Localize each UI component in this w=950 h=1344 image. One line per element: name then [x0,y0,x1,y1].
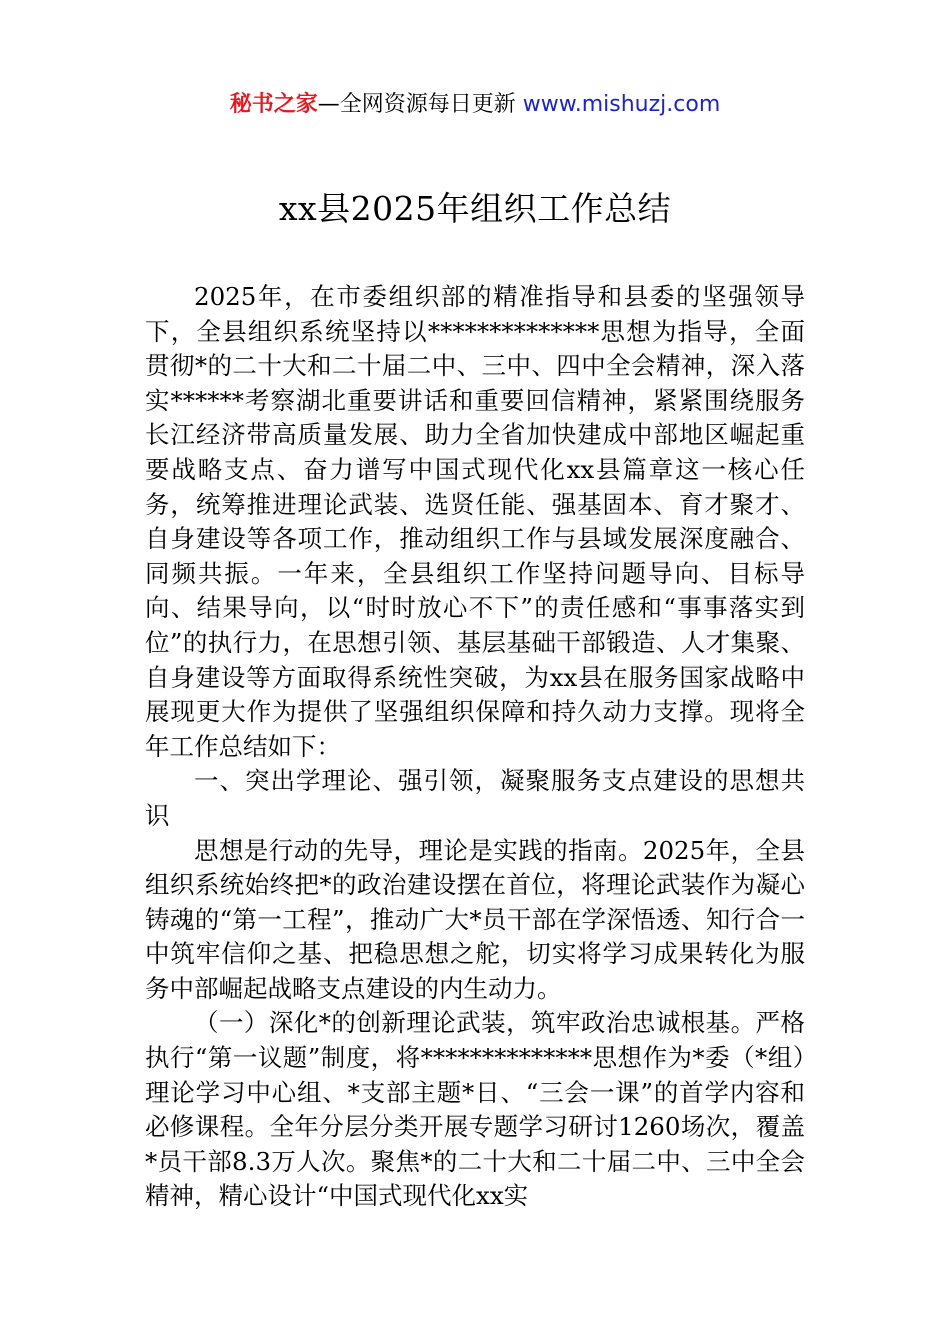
document-title: xx县2025年组织工作总结 [278,189,672,228]
site-brand: 秘书之家 [229,92,318,117]
section-heading-1: 一、突出学理论、强引领，凝聚服务支点建设的思想共识 [145,766,805,830]
document-body [145,280,805,1214]
intro-paragraph: 2025年，在市委组织部的精准指导和县委的坚强领导下，全县组织系统坚持以**************思想为指导，全面贯彻*的二十大和二十届二中、三中、四中全会精神，深入落实******考察湖北重要讲话和重要回信精神，紧紧围绕服务长江经济带高质量发展、助力全省加快建成中部地区崛起重要战略支点、奋力谱写中国式现代化xx县篇章这一核心任务，统筹推进理论武装、选贤任能、强基固本、育才聚才、自身建设等各项工作，推动组织工作与县域发展深度融合、同频共振。一年来，全县组织工作坚持问题导向、目标导向、结果导向，以“时时放心不下”的责任感和“事事落实到位”的执行力，在思想引领、基层基础干部锻造、人才集聚、自身建设等方面取得系统性突破，为xx县在服务国家战略中展现更大作为提供了坚强组织保障和持久动力支撑。现将全年工作总结如下： [145,282,805,761]
site-header [0,90,950,120]
subsection-1-paragraph: （一）深化*的创新理论武装，筑牢政治忠诚根基。严格执行“第一议题”制度，将**************思想作为*委（*组）理论学习中心组、*支部主题*日、“三会一课”的首学内容和必修课程。全年分层分类开展专题学习研讨1260场次，覆盖*员干部8.3万人次。聚焦*的二十大和二十届二中、三中全会精神，精心设计“中国式现代化xx实 [145,1008,805,1211]
section-1-paragraph: 思想是行动的先导，理论是实践的指南。2025年，全县组织系统始终把*的政治建设摆在首位，将理论武装作为凝心铸魂的“第一工程”，推动广大*员干部在学深悟透、知行合一中筑牢信仰之基、把稳思想之舵，切实将学习成果转化为服务中部崛起战略支点建设的内生动力。 [145,835,805,1003]
site-url-link[interactable]: www.mishuzj.com [522,92,721,117]
site-slogan: —全网资源每日更新 [317,92,523,117]
